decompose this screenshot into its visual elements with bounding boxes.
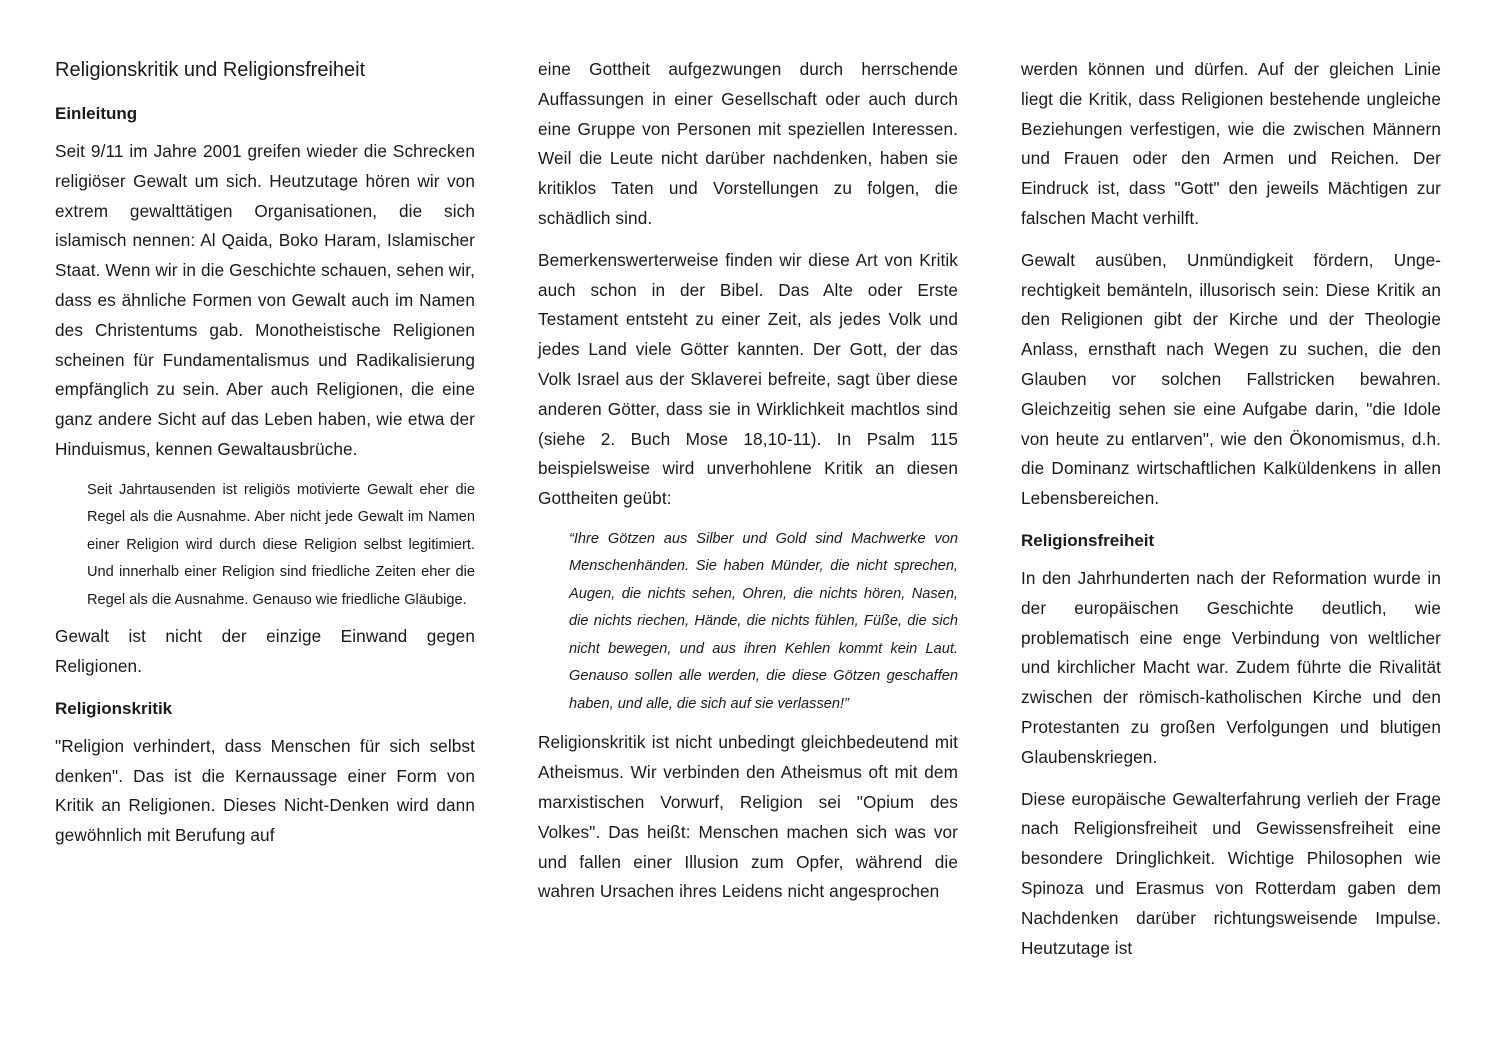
paragraph: Bemerkenswerterweise finden wir diese Art von Kritik auch schon in der Bibel. Das Alte oder Erste Testament entsteht zu einer Zeit, als jedes Volk und jedes Land viele Götter kannten. Der Gott, der das Volk Israel aus der Sklaverei befreite, sagt über diese anderen Götter, dass sie in Wirklichkeit machtlos sind (siehe 2. Buch Mose 18,10-11). In Psalm 115 beispielsweise wird unverhohlene Kritik an diesen Gottheiten geübt: xyxy=(538,249,958,509)
heading-religionskritik: Religionskritik xyxy=(55,698,173,718)
heading-einleitung: Einleitung xyxy=(55,104,138,123)
column-1 xyxy=(55,55,475,863)
document-title: Religionskritik und Religionsfreiheit xyxy=(55,59,366,81)
paragraph: Gewalt ausüben, Unmündigkeit fördern, Ungerechtigkeit bemänteln, illusorisch sein: Diese Kritik an den Religionen gibt der Kirche und der Theologie Anlass, ernsthaft nach Wegen zu suchen, die den Glauben vor solchen Fallstricken bewahren. Gleichzeitig sehen sie eine Aufgabe darin, "die Idole von heute zu entlarven", wie den Ökonomismus, d.h. die Dominanz wirtschaftlichen Kalküldenkens in allen Lebensbereichen. xyxy=(1021,249,1441,509)
paragraph: werden können und dürfen. Auf der gleichen Linie liegt die Kritik, dass Religionen bestehende ungleiche Beziehungen verfestigen, wie die zwischen Männern und Frauen oder den Armen und Reichen. Der Eindruck ist, dass "Gott" den jeweils Mächtigen zur falschen Macht verhilft. xyxy=(1021,59,1441,228)
paragraph: "Religion verhindert, dass Menschen für sich selbst denken". Das ist die Kernaussage einer Form von Kritik an Religionen. Dieses Nicht-Denken wird dann gewöhnlich mit Berufung auf xyxy=(55,735,475,846)
paragraph: Seit 9/11 im Jahre 2001 greifen wieder die Schrecken religiöser Gewalt um sich. Heutzutage hören wir von extrem gewalttätigen Organisationen, die sich islamisch nennen: Al Qaida, Boko Haram, Islamischer Staat. Wenn wir in die Geschichte schauen, sehen wir, dass es ähnliche Formen von Gewalt auch im Namen des Christentums gab. Monotheistische Religionen scheinen für Fundamentalismus und Radikalisierung empfänglich zu sein. Aber auch Religionen, die eine ganz andere Sicht auf das Leben haben, wie etwa der Hinduismus, kennen Gewaltausbrüche. xyxy=(55,141,475,459)
column-2 xyxy=(538,55,958,919)
block-quote: Seit Jahrtausenden ist religiös motivierte Gewalt eher die Regel als die Ausnahme. Aber nicht jede Gewalt im Namen einer Religion wird durch diese Religion selbst legitimiert. Und innerhalb einer Religion sind friedliche Zeiten eher die Regel als die Ausnahme. Genauso wie friedliche Gläubige. xyxy=(87,481,475,608)
heading-religionsfreiheit: Religionsfreiheit xyxy=(1021,530,1155,550)
psalm-quote: “Ihre Götzen aus Silber und Gold sind Machwerke von Menschenhänden. Sie haben Münder, die nicht sprechen, Augen, die nichts sehen, Ohren, die nichts hören, Nasen, die nichts riechen, Hände, die nichts fühlen, Füße, die sich nicht bewegen, und aus ihren Kehlen kommt kein Laut. Genauso sollen alle werden, die diese Götzen geschaffen haben, und alle, die sich auf sie verlassen!” xyxy=(569,530,958,712)
paragraph: Religionskritik ist nicht unbedingt gleichbedeutend mit Atheismus. Wir verbinden den Atheismus oft mit dem marxistischen Vorwurf, Religion sei "Opium des Volkes". Das heißt: Menschen machen sich was vor und fallen einer Illusion zum Opfer, während die wahren Ursachen ihres Leidens nicht angesprochen xyxy=(538,732,958,902)
paragraph: Gewalt ist nicht der einzige Einwand gegen Religionen. xyxy=(55,626,475,677)
paragraph: In den Jahrhunderten nach der Reformation wurde in der europäischen Geschichte deutlich, wie problematisch eine enge Verbindung von weltlicher und kirchlicher Macht war. Zudem führte die Rivalität zwischen der römisch-katholischen Kirche und den Protestanten zu großen Verfolgungen und blutigen Glaubenskriegen. xyxy=(1021,567,1441,767)
column-3 xyxy=(1021,55,1441,975)
paragraph: eine Gottheit aufgezwungen durch herrschende Auffassungen in einer Gesellschaft oder auch durch eine Gruppe von Personen mit speziellen Interessen. Weil die Leute nicht darüber nachdenken, haben sie kritiklos Taten und Vorstellungen zu folgen, die schädlich sind. xyxy=(538,59,958,228)
paragraph: Diese europäische Gewalterfahrung verlieh der Frage nach Religionsfreiheit und Gewissensfreiheit eine besondere Dringlichkeit. Wichtige Philosophen wie Spinoza und Erasmus von Rotterdam gaben dem Nachdenken darüber richtungsweisende Impulse. Heutzutage ist xyxy=(1021,788,1441,958)
